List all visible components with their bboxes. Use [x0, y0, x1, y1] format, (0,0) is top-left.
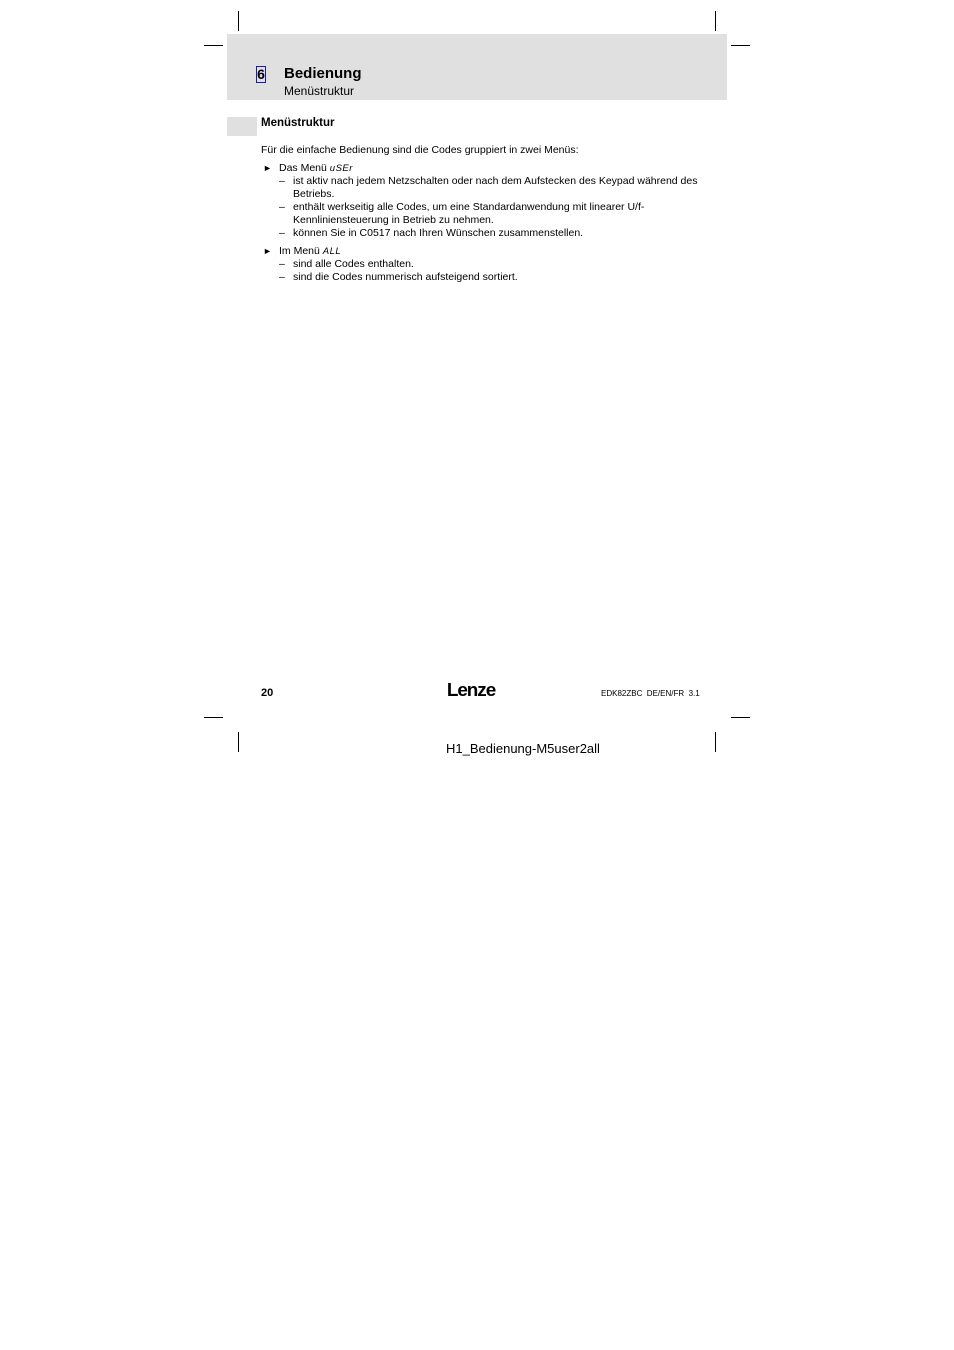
list-subitem-text: sind die Codes nummerisch aufsteigend sortiert. [293, 271, 518, 283]
crop-mark [715, 732, 716, 752]
bullet-prefix: Das Menü [279, 162, 330, 174]
page-number: 20 [261, 687, 274, 699]
dash-bullet-icon: – [279, 258, 285, 270]
dash-bullet-icon: – [279, 175, 285, 187]
chapter-number[interactable]: 6 [257, 66, 265, 82]
list-subitem [261, 271, 701, 284]
list-subitem [261, 175, 701, 201]
chapter-title: Bedienung [284, 65, 362, 82]
list-subitem [261, 258, 701, 271]
list-subitem [261, 227, 701, 240]
crop-mark [731, 717, 750, 718]
crop-mark [731, 45, 750, 46]
list-subitem-text: können Sie in C0517 nach Ihren Wünschen zusammenstellen. [293, 227, 584, 239]
dash-bullet-icon: – [279, 271, 285, 283]
dash-bullet-icon: – [279, 201, 285, 213]
menu-code-all: ALL [322, 246, 342, 257]
list-subitem-text: enthält werkseitig alle Codes, um eine Standardanwendung mit linearer U/f-Kennliniensteuerung in Betrieb zu nehmen. [293, 201, 645, 226]
list-subitem-text: sind alle Codes enthalten. [293, 258, 414, 270]
bullet-prefix: Im Menü [279, 245, 323, 257]
section-marker [227, 117, 257, 136]
list-subitem-text: ist aktiv nach jedem Netzschalten oder nach dem Aufstecken des Keypad während des Betriebs. [293, 175, 698, 200]
lenze-logo: Lenze [446, 680, 496, 700]
list-item-user-menu [261, 162, 701, 175]
document-reference: EDK82ZBC DE/EN/FR 3.1 [601, 689, 700, 698]
list-item-all-menu [261, 245, 701, 258]
arrow-bullet-icon: ► [263, 163, 272, 173]
crop-mark [715, 11, 716, 31]
chapter-subtitle: Menüstruktur [284, 84, 355, 98]
crop-mark [238, 11, 239, 31]
intro-text: Für die einfache Bedienung sind die Codes gruppiert in zwei Menüs: [261, 144, 579, 156]
file-label: H1_Bedienung-M5user2all [446, 741, 600, 756]
crop-mark [238, 732, 239, 752]
menu-code-user: uSEr [329, 163, 353, 174]
list-subitem [261, 201, 701, 227]
crop-mark [204, 45, 223, 46]
arrow-bullet-icon: ► [263, 246, 272, 256]
section-body [261, 144, 701, 284]
crop-mark [204, 717, 223, 718]
section-heading: Menüstruktur [261, 117, 335, 129]
dash-bullet-icon: – [279, 227, 285, 239]
